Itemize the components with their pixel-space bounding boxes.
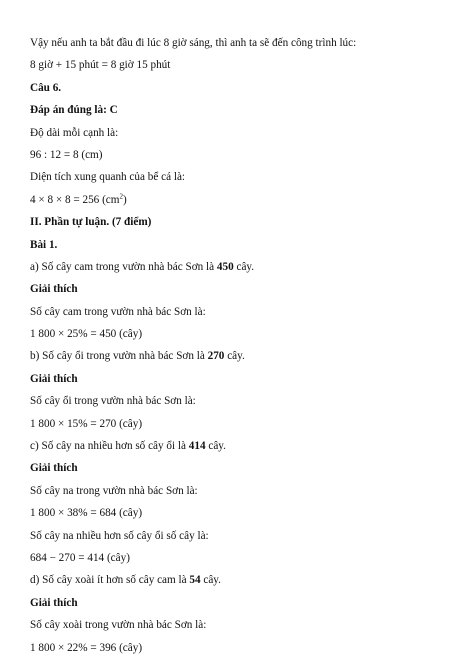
question-heading: Câu 6. bbox=[30, 81, 62, 94]
explanation-heading: Giải thích bbox=[30, 283, 78, 296]
answer-text: d) Số cây xoài ít hơn số cây cam là bbox=[30, 574, 190, 587]
text-line: Diện tích xung quanh của bể cá là: bbox=[30, 171, 186, 184]
text-line: Số cây na trong vườn nhà bác Sơn là: bbox=[30, 484, 198, 497]
calculation-line bbox=[30, 193, 420, 208]
answer-line bbox=[30, 260, 420, 275]
section-heading: II. Phần tự luận. (7 điểm) bbox=[30, 216, 152, 229]
answer-line bbox=[30, 573, 420, 588]
calculation-line: 1 800 × 38% = 684 (cây) bbox=[30, 507, 143, 520]
answer-unit: cây. bbox=[205, 440, 226, 453]
answer-value: 54 bbox=[189, 574, 201, 587]
answer-value: 450 bbox=[216, 260, 234, 273]
answer-unit: cây. bbox=[224, 350, 245, 363]
explanation-heading: Giải thích bbox=[30, 462, 78, 475]
correct-answer: Đáp án đúng là: C bbox=[30, 104, 118, 117]
answer-text: a) Số cây cam trong vườn nhà bác Sơn là bbox=[30, 260, 217, 273]
calculation-line: 1 800 × 15% = 270 (cây) bbox=[30, 417, 143, 430]
answer-value: 414 bbox=[188, 440, 206, 453]
text-line: Số cây ổi trong vườn nhà bác Sơn là: bbox=[30, 395, 196, 408]
text-line: Vậy nếu anh ta bắt đầu đi lúc 8 giờ sáng, thì anh ta sẽ đến công trình lúc: bbox=[30, 37, 357, 49]
answer-line bbox=[30, 439, 420, 454]
text-line: Số cây cam trong vườn nhà bác Sơn là: bbox=[30, 305, 206, 318]
calculation-line: 8 giờ + 15 phút = 8 giờ 15 phút bbox=[30, 59, 171, 72]
calculation-line: 684 − 270 = 414 (cây) bbox=[30, 551, 130, 564]
superscript: 2 bbox=[119, 192, 123, 200]
answer-unit: cây. bbox=[200, 574, 221, 587]
answer-text: c) Số cây na nhiều hơn số cây ổi là bbox=[30, 440, 189, 453]
text-line: Độ dài mỗi cạnh là: bbox=[30, 126, 119, 139]
calculation-text: ) bbox=[122, 193, 127, 206]
calculation-line: 96 : 12 = 8 (cm) bbox=[30, 148, 103, 161]
explanation-heading: Giải thích bbox=[30, 372, 78, 385]
calculation-line: 1 800 × 22% = 396 (cây) bbox=[30, 641, 143, 654]
calculation-text: 4 × 8 × 8 = 256 (cm bbox=[30, 193, 120, 206]
text-line: Số cây na nhiều hơn số cây ổi số cây là: bbox=[30, 529, 209, 542]
answer-value: 270 bbox=[207, 350, 225, 363]
exercise-heading: Bài 1. bbox=[30, 238, 58, 251]
text-line: Số cây xoài trong vườn nhà bác Sơn là: bbox=[30, 619, 207, 632]
answer-unit: cây. bbox=[233, 260, 255, 273]
calculation-line: 1 800 × 25% = 450 (cây) bbox=[30, 328, 143, 341]
answer-line bbox=[30, 349, 420, 364]
answer-text: b) Số cây ổi trong vườn nhà bác Sơn là bbox=[30, 350, 208, 363]
explanation-heading: Giải thích bbox=[30, 596, 78, 609]
